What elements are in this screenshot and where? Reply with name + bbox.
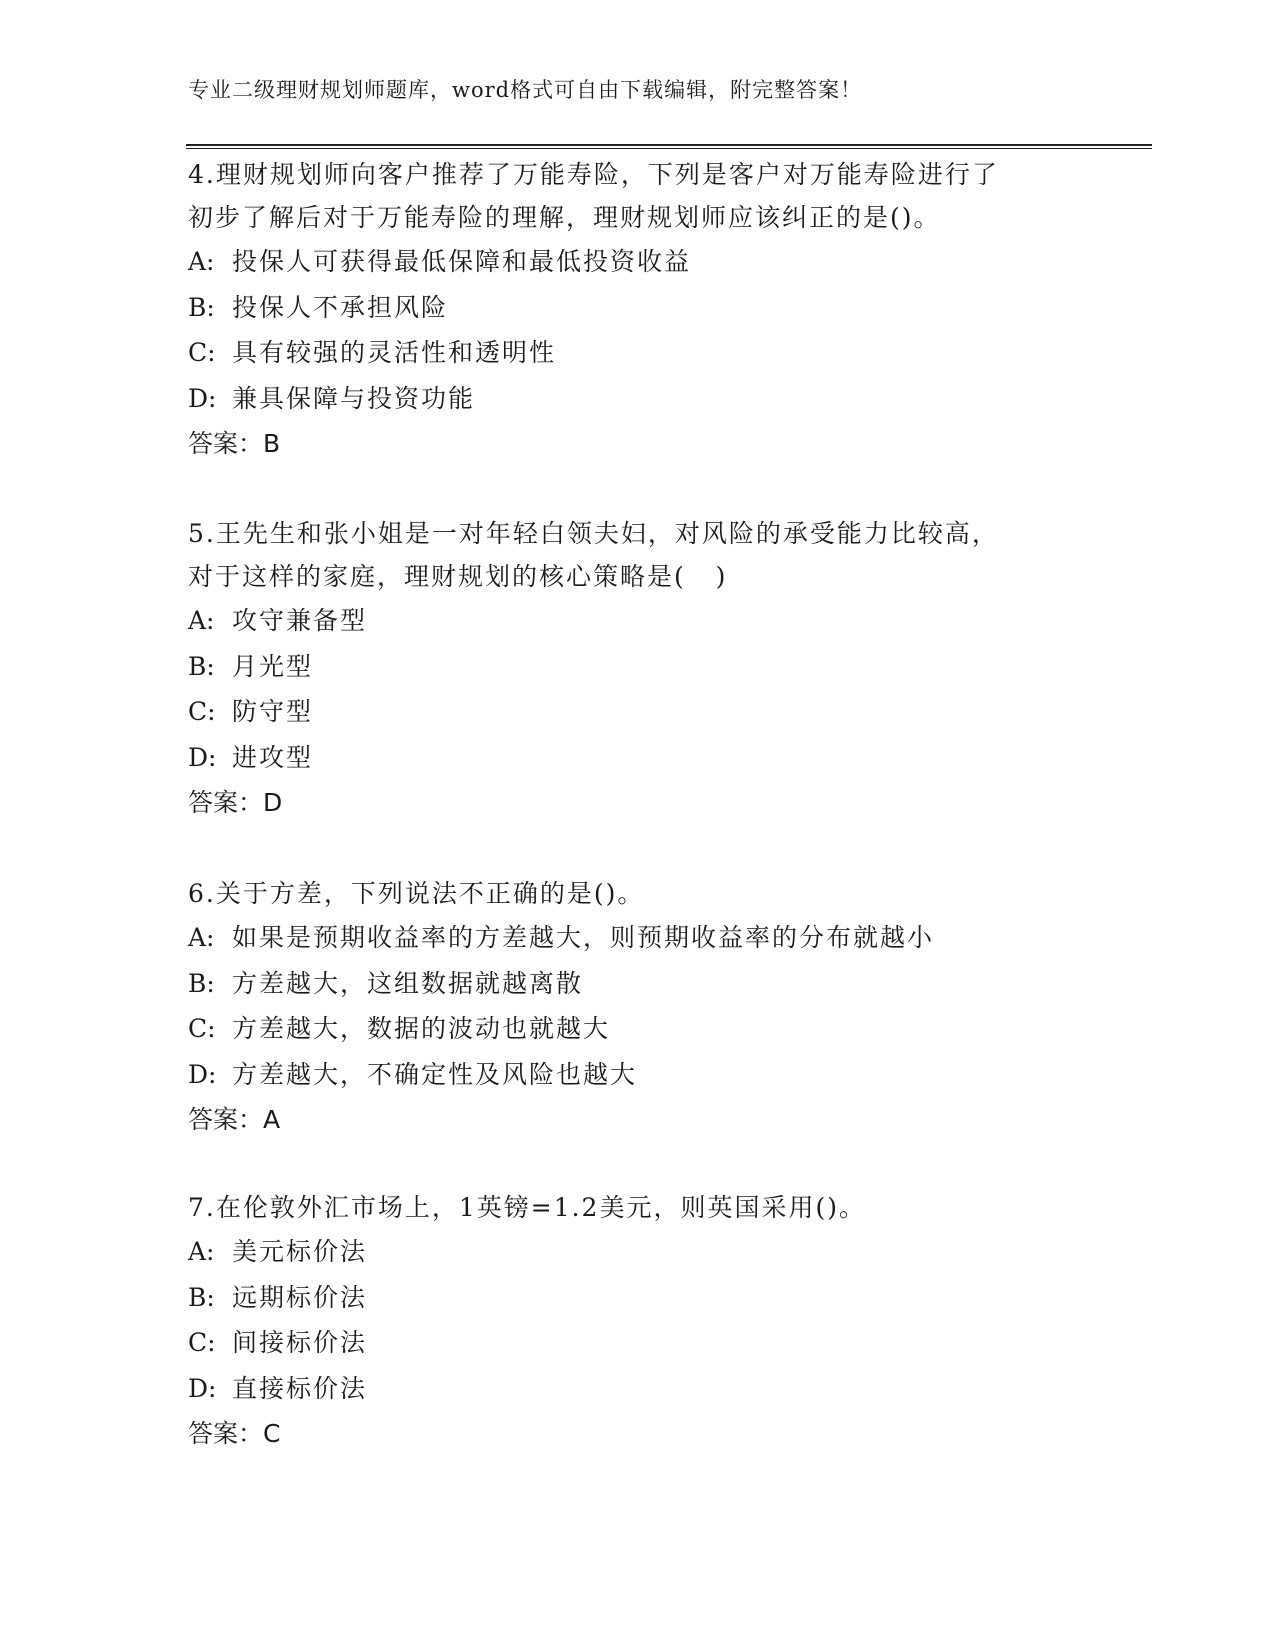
option-a bbox=[188, 1229, 1068, 1275]
option-letter: A: bbox=[188, 1237, 215, 1266]
question-block bbox=[188, 153, 1068, 467]
option-letter: D: bbox=[188, 383, 217, 413]
option-text: 方差越大，不确定性及风险也越大 bbox=[232, 1059, 638, 1089]
option-c bbox=[188, 330, 1068, 376]
option-text: 投保人不承担风险 bbox=[232, 292, 449, 322]
option-letter: A: bbox=[188, 923, 215, 952]
option-text: 间接标价法 bbox=[232, 1328, 368, 1357]
header-divider bbox=[186, 144, 1152, 149]
option-letter: C: bbox=[188, 338, 216, 367]
option-text: 防守型 bbox=[232, 697, 314, 726]
option-letter: A: bbox=[188, 247, 215, 276]
option-text: 进攻型 bbox=[232, 742, 314, 772]
question-text-line: 6.关于方差，下列说法不正确的是()。 bbox=[188, 879, 645, 908]
option-a bbox=[188, 598, 1068, 644]
option-letter: C: bbox=[188, 1328, 216, 1357]
option-letter: D: bbox=[188, 1373, 217, 1403]
question-text-line: 7.在伦敦外汇市场上，1英镑=1.2美元，则英国采用()。 bbox=[188, 1193, 866, 1222]
option-letter: B: bbox=[188, 1282, 215, 1312]
question-text-line: 5.王先生和张小姐是一对年轻白领夫妇，对风险的承受能力比较高， bbox=[188, 519, 999, 548]
option-letter: C: bbox=[188, 697, 216, 726]
option-d bbox=[188, 376, 1068, 422]
option-text: 如果是预期收益率的方差越大，则预期收益率的分布就越小 bbox=[232, 923, 935, 952]
question-block bbox=[188, 512, 1068, 826]
option-b bbox=[188, 1275, 1068, 1321]
option-b bbox=[188, 961, 1068, 1007]
option-b bbox=[188, 285, 1068, 331]
option-text: 投保人可获得最低保障和最低投资收益 bbox=[232, 247, 692, 276]
option-c bbox=[188, 1006, 1068, 1052]
option-text: 方差越大，这组数据就越离散 bbox=[232, 968, 584, 998]
option-c bbox=[188, 689, 1068, 735]
option-a bbox=[188, 915, 1068, 961]
option-text: 具有较强的灵活性和透明性 bbox=[232, 338, 557, 367]
question-block bbox=[188, 872, 1068, 1143]
option-text: 兼具保障与投资功能 bbox=[232, 383, 476, 413]
option-text: 月光型 bbox=[232, 651, 314, 681]
option-text: 方差越大，数据的波动也就越大 bbox=[232, 1014, 611, 1043]
option-letter: A: bbox=[188, 606, 215, 635]
option-d bbox=[188, 735, 1068, 781]
option-b bbox=[188, 644, 1068, 690]
option-letter: B: bbox=[188, 651, 215, 681]
option-text: 美元标价法 bbox=[232, 1237, 368, 1266]
option-letter: D: bbox=[188, 1059, 217, 1089]
question-text-line: 4.理财规划师向客户推荐了万能寿险，下列是客户对万能寿险进行了 bbox=[188, 160, 999, 189]
option-c bbox=[188, 1320, 1068, 1366]
option-text: 攻守兼备型 bbox=[232, 606, 368, 635]
option-a bbox=[188, 239, 1068, 285]
option-letter: B: bbox=[188, 292, 215, 322]
answer-line: 答案：A bbox=[188, 1105, 281, 1134]
question-text-line: 初步了解后对于万能寿险的理解，理财规划师应该纠正的是()。 bbox=[188, 203, 941, 232]
question-block bbox=[188, 1186, 1068, 1457]
option-letter: B: bbox=[188, 968, 215, 998]
question-text-line: 对于这样的家庭，理财规划的核心策略是( ) bbox=[188, 562, 728, 591]
answer-line: 答案：D bbox=[188, 788, 283, 817]
option-letter: C: bbox=[188, 1014, 216, 1043]
option-d bbox=[188, 1366, 1068, 1412]
option-text: 直接标价法 bbox=[232, 1373, 368, 1403]
page-header: 专业二级理财规划师题库，word格式可自由下载编辑，附完整答案！ bbox=[188, 78, 863, 102]
answer-line: 答案：C bbox=[188, 1419, 281, 1448]
option-letter: D: bbox=[188, 742, 217, 772]
option-text: 远期标价法 bbox=[232, 1282, 368, 1312]
option-d bbox=[188, 1052, 1068, 1098]
answer-line: 答案：B bbox=[188, 429, 281, 458]
